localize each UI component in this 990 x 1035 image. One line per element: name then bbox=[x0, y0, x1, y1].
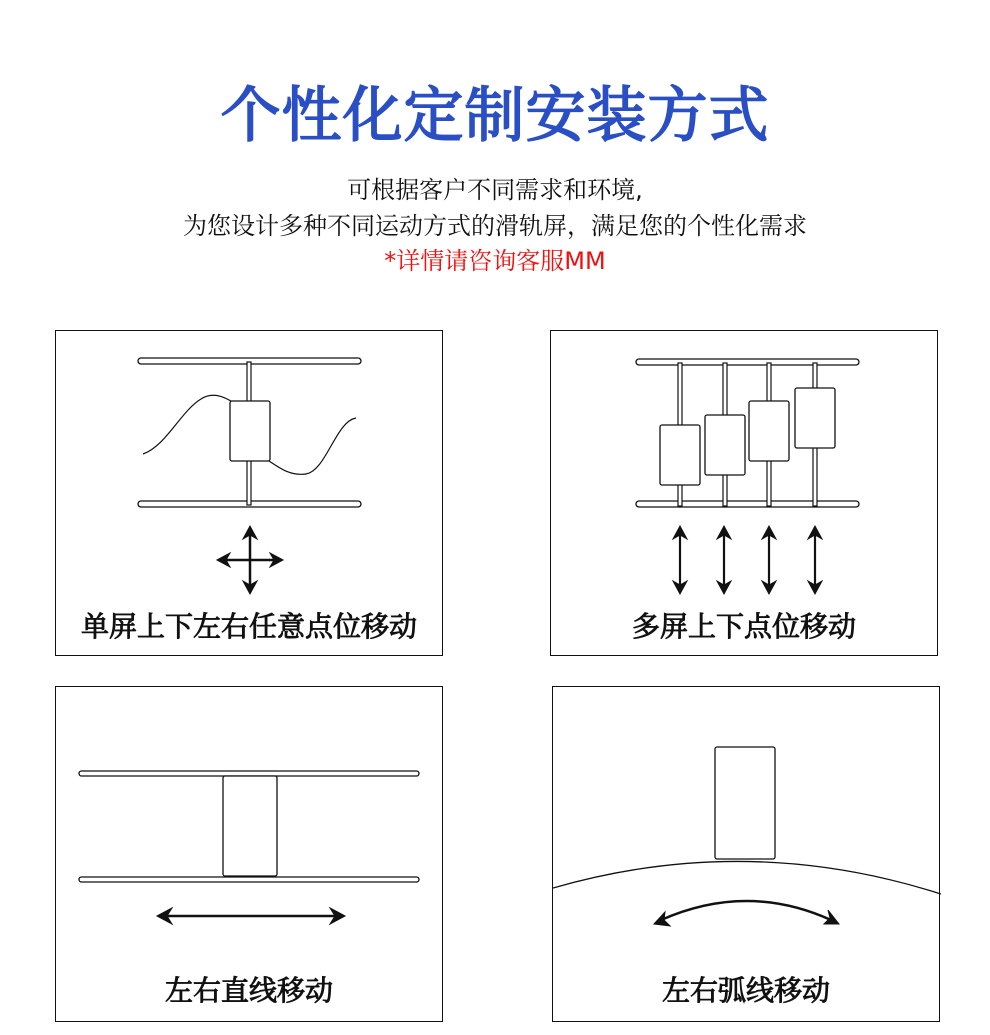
panel-caption: 左右直线移动 bbox=[164, 974, 333, 1007]
panel-single-screen-free-move bbox=[55, 330, 443, 656]
panel-caption: 多屏上下点位移动 bbox=[631, 610, 856, 643]
vertical-arrows-icon bbox=[673, 526, 822, 594]
panel-caption: 单屏上下左右任意点位移动 bbox=[80, 610, 417, 643]
subtitle-line-1: 可根据客户不同需求和环境, bbox=[347, 176, 643, 204]
panel-caption: 左右弧线移动 bbox=[661, 974, 830, 1007]
four-way-arrow-icon bbox=[217, 526, 283, 594]
panel-horizontal-linear-move bbox=[55, 686, 443, 1022]
page-title: 个性化定制安装方式 bbox=[220, 81, 770, 151]
contact-note: *详情请咨询客服MM bbox=[384, 247, 606, 275]
panel-multi-screen-vertical-move bbox=[550, 330, 938, 656]
curved-arrow-icon bbox=[654, 901, 839, 926]
subtitle-line-2: 为您设计多种不同运动方式的滑轨屏，满足您的个性化需求 bbox=[183, 212, 807, 240]
panel-horizontal-arc-move bbox=[552, 686, 940, 1022]
horizontal-arrow-icon bbox=[157, 908, 345, 924]
